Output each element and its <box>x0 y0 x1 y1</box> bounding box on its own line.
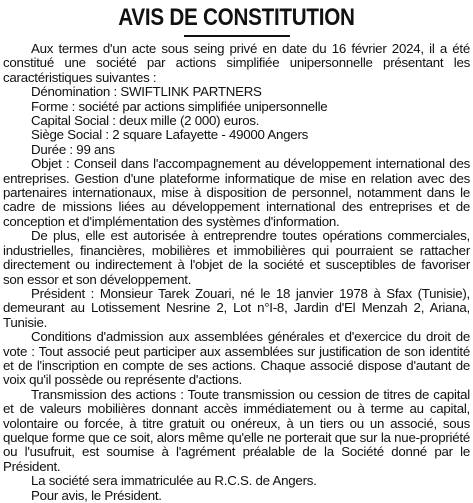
transmission-paragraph: Transmission des actions : Toute transmission ou cession de titres de capital et de valeurs mobilières donnant accès immédiatement ou à terme au capital, volontaire ou forcée, à titre gratuit ou onéreux, à un tiers ou un associé, sous quelque forme que ce soit, alors même qu'elle ne porterait que sur la nue-propriété ou l'usufruit, est soumise à l'agrément préalable de la Société donné par le Président. <box>3 386 470 474</box>
intro-paragraph: Aux termes d'un acte sous seing privé en date du 16 février 2024, il a été constitué une société par actions simplifiée unipersonnelle présentant les caractéristiques suivantes : <box>3 41 470 85</box>
duree-line: Durée : 99 ans <box>31 141 115 157</box>
denomination-line: Dénomination : SWIFTLINK PARTNERS <box>31 84 262 100</box>
title-underline <box>184 35 290 37</box>
notice-body <box>3 42 470 503</box>
notice-title: AVIS DE CONSTITUTION <box>118 4 355 31</box>
capital-line: Capital Social : deux mille (2 000) euros. <box>31 113 260 129</box>
objet-paragraph: Objet : Conseil dans l'accompagnement au développement international des entreprises. Gestion d'une plateforme informatique de mise en relation avec des partenaires internationaux, mise à disposition de personnel, notamment dans le cadre de missions liées au développement international des entreprises et de conception et d'implémentation des systèmes d'information. <box>3 156 470 229</box>
legal-notice <box>3 4 470 503</box>
signature-line: Pour avis, le Président. <box>31 487 162 503</box>
forme-line: Forme : société par actions simplifiée unipersonnelle <box>31 98 328 114</box>
operations-paragraph: De plus, elle est autorisée à entreprendre toutes opérations commerciales, industrielles, financières, mobilières et immobilières qui pourraient se rattacher directement ou indirectement à l'objet de la société et susceptibles de favoriser son essor et son développement. <box>3 228 470 287</box>
siege-line: Siège Social : 2 square Lafayette - 49000 Angers <box>31 127 309 143</box>
conditions-paragraph: Conditions d'admission aux assemblées générales et d'exercice du droit de vote : Tout associé peut participer aux assemblées sur justification de son identité et de l'inscription en compte de ses actions. Chaque associé dispose d'autant de voix qu'il possède ou représente d'actions. <box>3 329 470 388</box>
president-paragraph: Président : Monsieur Tarek Zouari, né le 18 janvier 1978 à Sfax (Tunisie), demeurant au Lotissement Nesrine 2, Lot n°I-8, Jardin d'El Menzah 2, Ariana, Tunisie. <box>3 285 470 330</box>
immatriculation-line: La société sera immatriculée au R.C.S. de Angers. <box>31 473 317 489</box>
